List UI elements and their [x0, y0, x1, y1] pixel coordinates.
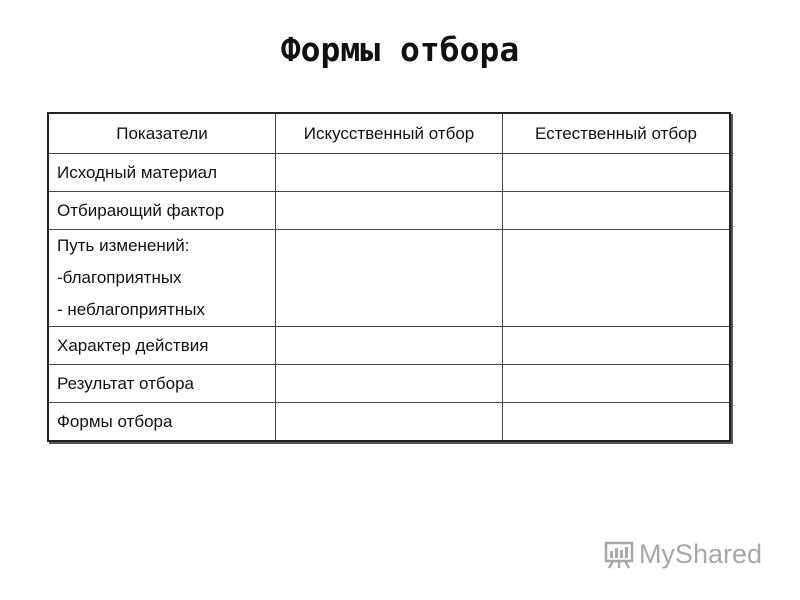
slide-title: Формы отбора [280, 30, 520, 69]
cell-natural [503, 154, 731, 192]
row-label [48, 230, 276, 327]
table-row [48, 230, 730, 327]
cell-natural [503, 403, 731, 442]
row-label: Формы отбора [48, 403, 276, 442]
cell-artificial [276, 403, 503, 442]
cell-natural [503, 365, 731, 403]
cell-artificial [276, 327, 503, 365]
row-label: Результат отбора [48, 365, 276, 403]
row-label: Исходный материал [48, 154, 276, 192]
table-row [48, 365, 730, 403]
cell-natural [503, 327, 731, 365]
cell-artificial [276, 230, 503, 327]
presentation-board-icon [603, 538, 635, 570]
row-label-line: -благоприятных [57, 268, 182, 287]
cell-artificial [276, 154, 503, 192]
cell-artificial [276, 365, 503, 403]
cell-natural [503, 230, 731, 327]
header-natural-selection: Естественный отбор [503, 113, 731, 154]
watermark-text: MyShared [638, 538, 762, 569]
header-artificial-selection: Искусственный отбор [276, 113, 503, 154]
row-label-line: - неблагоприятных [57, 300, 205, 319]
header-indicators: Показатели [48, 113, 276, 154]
table-row [48, 403, 730, 442]
cell-artificial [276, 192, 503, 230]
myshared-watermark [603, 538, 762, 570]
cell-natural [503, 192, 731, 230]
row-label-line: Путь изменений: [57, 236, 190, 255]
table-row [48, 154, 730, 192]
row-label: Характер действия [48, 327, 276, 365]
table-row [48, 192, 730, 230]
selection-forms-table [47, 112, 731, 442]
table-row [48, 327, 730, 365]
table-header-row [48, 113, 730, 154]
row-label: Отбирающий фактор [48, 192, 276, 230]
